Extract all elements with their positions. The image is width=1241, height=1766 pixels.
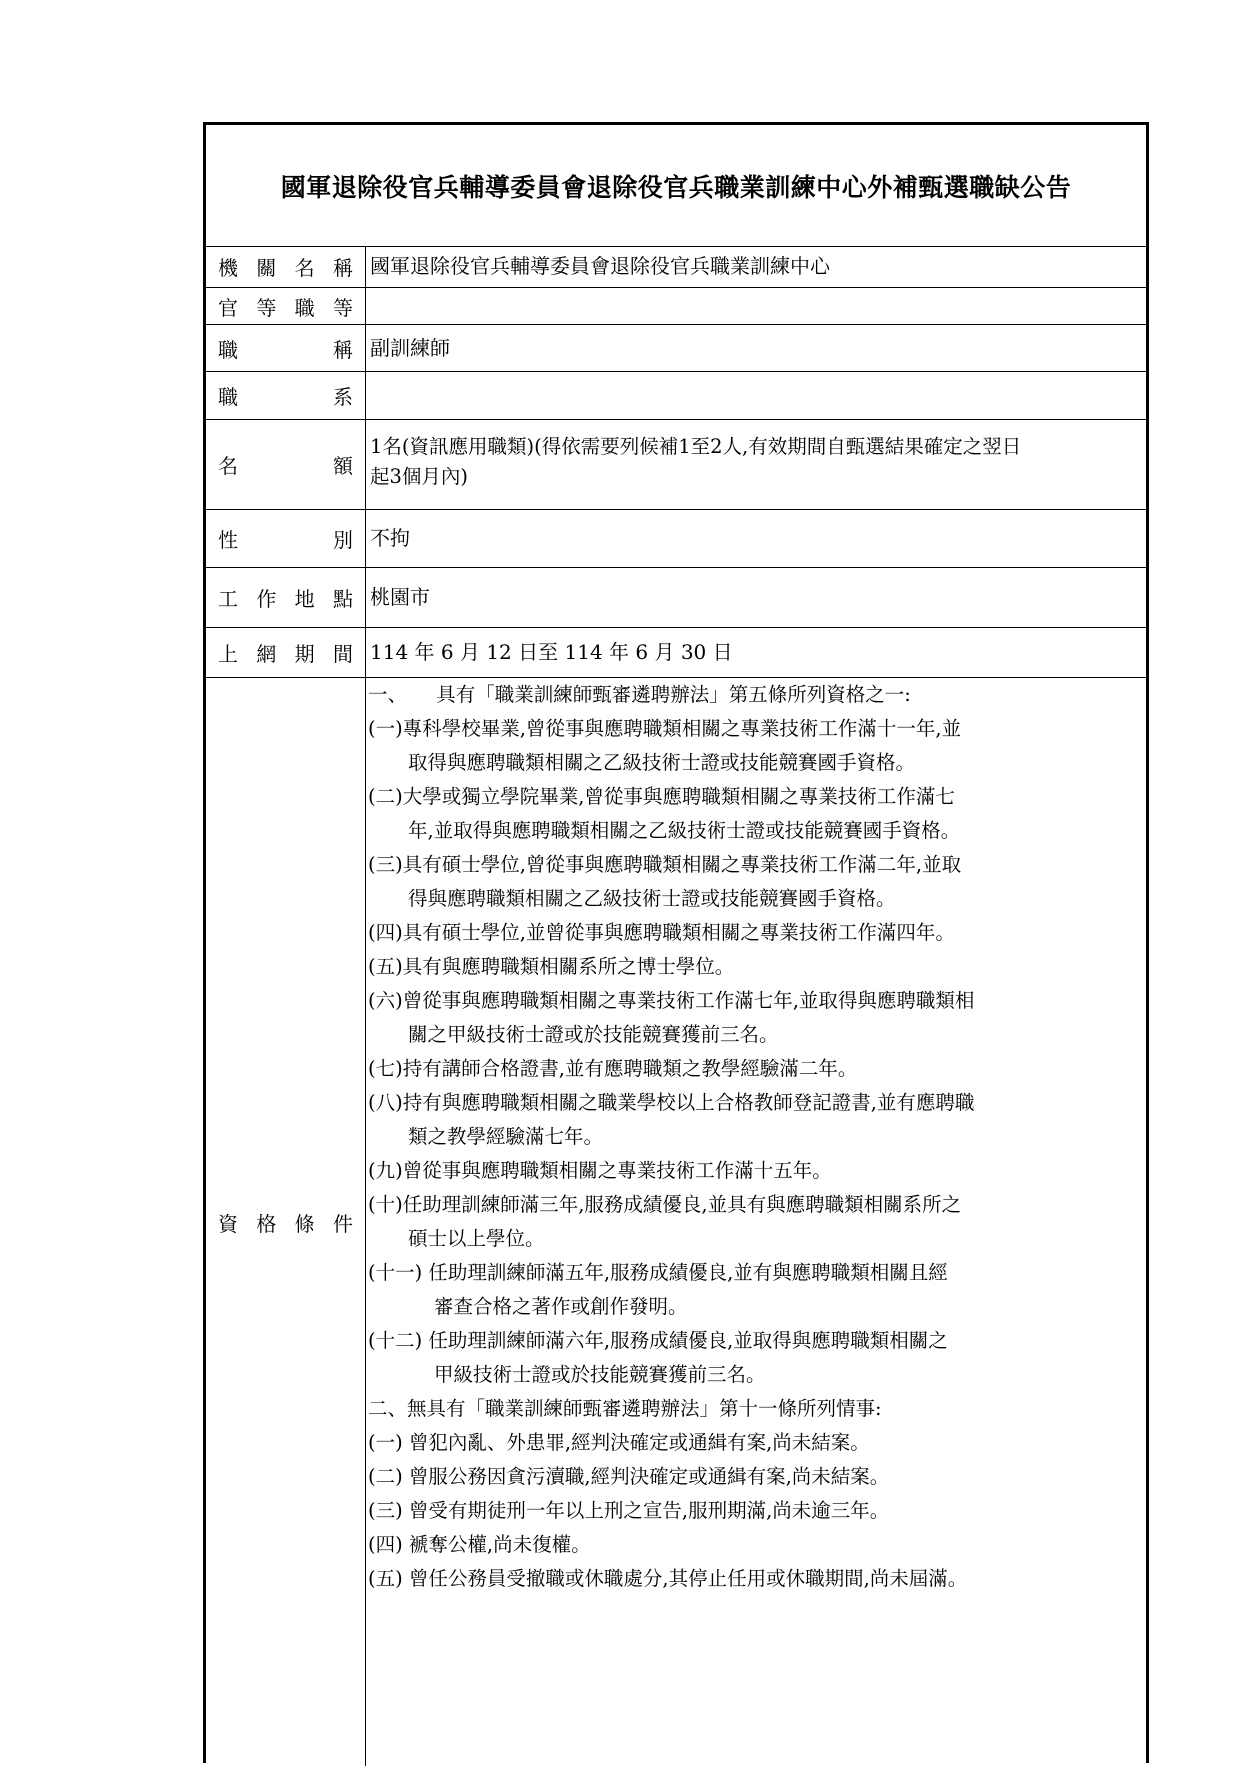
label-series: 職系 [206,372,366,419]
qualifications-content [366,678,1146,1596]
label-period: 上網期間 [206,628,366,677]
row-quota [206,420,1146,510]
document-title: 國軍退除役官兵輔導委員會退除役官兵職業訓練中心外補甄選職缺公告 [280,172,1072,202]
section1-item: (七)持有講師合格證書,並有應聘職類之教學經驗滿二年。 [368,1057,858,1080]
section2-item: (五) 曾任公務員受撤職或休職處分,其停止任用或休職期間,尚未屆滿。 [368,1567,968,1590]
section1-item: (四)具有碩士學位,並曾從事與應聘職類相關之專業技術工作滿四年。 [368,921,955,944]
label-gender: 性別 [206,510,366,567]
section1-item: (五)具有與應聘職類相關系所之博士學位。 [368,955,735,978]
row-period [206,628,1146,678]
section2-item: (四) 褫奪公權,尚未復權。 [368,1533,591,1556]
row-gender [206,510,1146,568]
value-quota: 1名(資訊應用職類)(得依需要列候補1至2人,有效期間自甄選結果確定之翌日 起3個月內) [370,435,1022,488]
section1-item: (三)具有碩士學位,曾從事與應聘職類相關之專業技術工作滿二年,並取 得與應聘職類相關之乙級技術士證或技能競賽國手資格。 [368,853,962,910]
value-position: 副訓練師 [370,335,450,360]
section2-item: (一) 曾犯內亂、外患罪,經判決確定或通緝有案,尚未結案。 [368,1431,870,1454]
section1-item: (九)曾從事與應聘職類相關之專業技術工作滿十五年。 [368,1159,832,1182]
section2-item: (三) 曾受有期徒刑一年以上刑之宣告,服刑期滿,尚未逾三年。 [368,1499,890,1522]
row-series [206,372,1146,420]
title-cell [206,125,1146,247]
section1-item: (十)任助理訓練師滿三年,服務成績優良,並具有與應聘職類相關系所之 碩士以上學位。 [368,1193,962,1250]
section1-heading: 一、 具有「職業訓練師甄審遴聘辦法」第五條所列資格之一: [368,683,911,706]
label-location: 工作地點 [206,568,366,627]
row-location [206,568,1146,628]
row-qualifications [206,678,1146,1766]
label-agency: 機關名稱 [206,246,366,287]
section1-item: (八)持有與應聘職類相關之職業學校以上合格教師登記證書,並有應聘職 類之教學經驗滿七年。 [368,1091,975,1148]
section1-item: (一)專科學校畢業,曾從事與應聘職類相關之專業技術工作滿十一年,並 取得與應聘職類相關之乙級技術士證或技能競賽國手資格。 [368,717,962,774]
row-agency [206,246,1146,288]
value-rank [366,288,1146,324]
label-rank: 官等職等 [206,288,366,324]
value-agency: 國軍退除役官兵輔導委員會退除役官兵職業訓練中心 [370,254,830,278]
value-gender: 不拘 [370,526,410,550]
value-location: 桃園市 [370,585,430,609]
section1-item: (六)曾從事與應聘職類相關之專業技術工作滿七年,並取得與應聘職類相 關之甲級技術士證或於技能競賽獲前三名。 [368,989,975,1046]
row-position [206,325,1146,372]
section1-item: (十一) 任助理訓練師滿五年,服務成績優良,並有與應聘職類相關且經 審查合格之著作或創作發明。 [368,1261,948,1318]
value-period: 114 年 6 月 12 日至 114 年 6 月 30 日 [370,640,733,664]
section2-heading: 二、無具有「職業訓練師甄審遴聘辦法」第十一條所列情事: [368,1397,882,1420]
value-series [366,372,1146,419]
label-quota: 名額 [206,420,366,509]
label-position: 職稱 [206,325,366,371]
section2-item: (二) 曾服公務因貪污瀆職,經判決確定或通緝有案,尚未結案。 [368,1465,890,1488]
label-qualifications: 資格條件 [206,678,366,1766]
announcement-table [203,122,1149,1763]
row-rank [206,288,1146,325]
section1-item: (十二) 任助理訓練師滿六年,服務成績優良,並取得與應聘職類相關之 甲級技術士證或於技能競賽獲前三名。 [368,1329,948,1386]
section1-item: (二)大學或獨立學院畢業,曾從事與應聘職類相關之專業技術工作滿七 年,並取得與應聘職類相關之乙級技術士證或技能競賽國手資格。 [368,785,961,842]
